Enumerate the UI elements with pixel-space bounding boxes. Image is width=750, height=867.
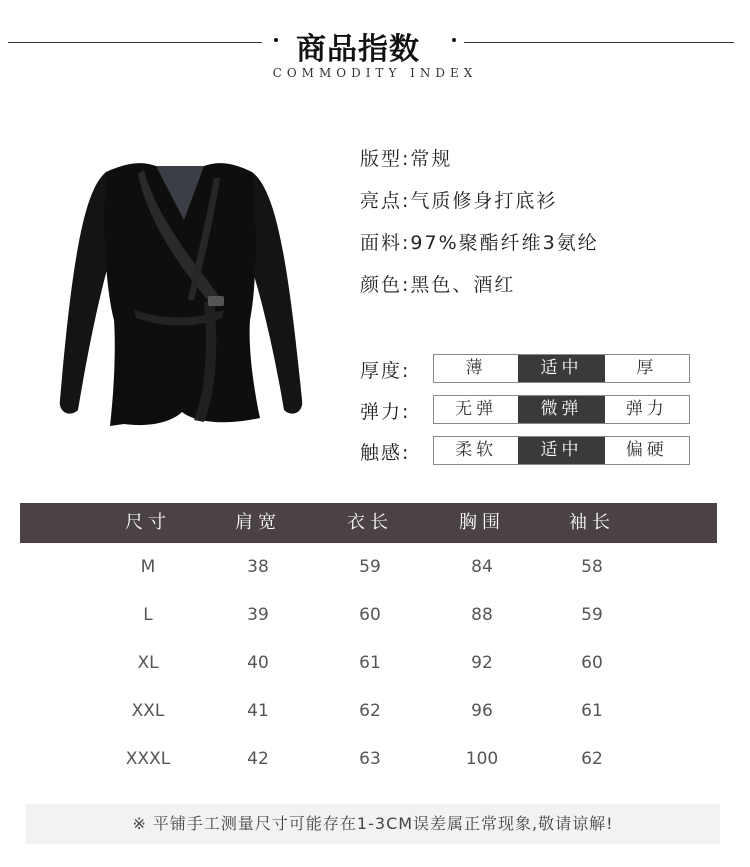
attr-color: 颜色:黑色、酒红	[360, 274, 516, 296]
scale-thickness-options	[433, 354, 690, 383]
size-label: XXXL	[125, 749, 171, 769]
column-header: 肩宽	[235, 512, 281, 533]
scale-option: 适中	[518, 355, 604, 382]
column-header: 尺寸	[125, 512, 171, 533]
title-dot-left	[274, 38, 278, 42]
table-row	[20, 543, 717, 591]
table-cell: 84	[471, 557, 493, 577]
size-label: XL	[137, 653, 159, 673]
table-cell: 59	[581, 605, 603, 625]
scale-option: 偏硬	[625, 440, 668, 460]
table-cell: 42	[247, 749, 269, 769]
table-row	[20, 687, 717, 735]
table-cell: 41	[247, 701, 269, 721]
table-cell: 39	[247, 605, 269, 625]
table-cell: 60	[359, 605, 381, 625]
blouse-illustration	[44, 150, 314, 470]
size-label: L	[143, 605, 153, 625]
table-cell: 92	[471, 653, 493, 673]
scale-option: 无弹	[455, 399, 498, 419]
attr-fabric: 面料:97%聚酯纤维3氨纶	[360, 232, 599, 254]
product-image	[44, 150, 314, 470]
scale-elasticity-options	[433, 395, 690, 424]
table-cell: 38	[247, 557, 269, 577]
table-cell: 60	[581, 653, 603, 673]
section-subtitle: COMMODITY INDEX	[272, 66, 478, 80]
table-cell: 63	[359, 749, 381, 769]
title-dot-right	[452, 38, 456, 42]
table-cell: 88	[471, 605, 493, 625]
scale-option: 薄	[465, 358, 487, 378]
table-row	[20, 591, 717, 639]
size-table	[20, 503, 717, 783]
table-cell: 59	[359, 557, 381, 577]
size-label: XXL	[131, 701, 165, 721]
section-title-row	[0, 22, 750, 67]
table-cell: 62	[581, 749, 603, 769]
column-header: 袖长	[569, 512, 615, 533]
size-table-header	[20, 503, 717, 543]
table-cell: 40	[247, 653, 269, 673]
table-cell: 62	[359, 701, 381, 721]
table-row	[20, 639, 717, 687]
column-header: 衣长	[347, 512, 393, 533]
attr-highlight: 亮点:气质修身打底衫	[360, 190, 558, 212]
section-title: 商品指数	[296, 32, 420, 67]
table-cell: 58	[581, 557, 603, 577]
scale-touch-options	[433, 436, 690, 465]
measurement-note: ※ 平铺手工测量尺寸可能存在1-3CM误差属正常现象,敬请谅解!	[26, 804, 720, 844]
attribute-list	[360, 146, 599, 314]
title-rule-left	[8, 42, 262, 43]
size-label: M	[140, 557, 156, 577]
size-table-body	[20, 543, 717, 783]
column-header: 胸围	[459, 512, 505, 533]
buckle-icon	[208, 296, 224, 306]
table-cell: 96	[471, 701, 493, 721]
table-row	[20, 735, 717, 783]
scale-option: 厚	[636, 358, 658, 378]
title-rule-right	[464, 42, 734, 43]
attr-fit: 版型:常规	[360, 148, 453, 170]
scale-option: 弹力	[625, 399, 668, 419]
scale-option: 柔软	[455, 440, 498, 460]
table-cell: 61	[581, 701, 603, 721]
scale-option: 适中	[518, 437, 604, 464]
table-cell: 61	[359, 653, 381, 673]
scale-option: 微弹	[518, 396, 604, 423]
table-cell: 100	[465, 749, 499, 769]
